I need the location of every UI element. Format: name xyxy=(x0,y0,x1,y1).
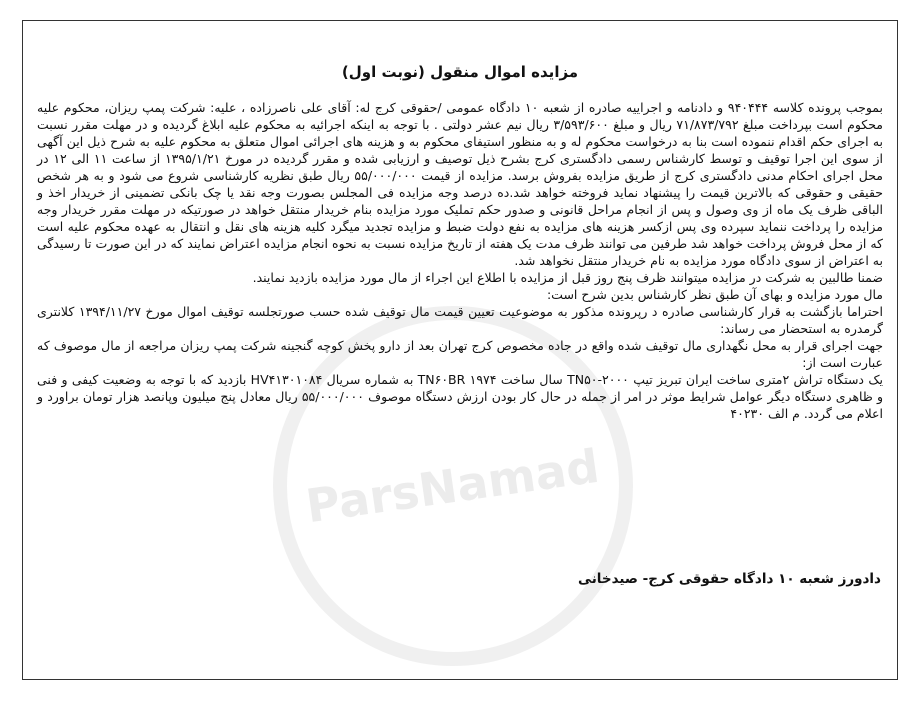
notice-title: مزایده اموال منقول (نوبت اول) xyxy=(341,63,579,81)
paragraph-location: جهت اجرای قرار به محل نگهداری مال توقیف شده واقع در جاده مخصوص کرج تهران بعد از دارو پخش کوچه گنجینه شرکت پمپ ریزان مراجعه از مال موصوف که عبارت است از: xyxy=(37,338,883,370)
paragraph-description: یک دستگاه تراش ۲متری ساخت ایران تبریز تیپ TN۵۰-۲۰۰۰ سال ساخت TN۶۰BR ۱۹۷۴ به شماره سریال HV۴۱۳۰۱۰۸۴ بازدید که با توجه به وضعیت کیفی و فنی و ظاهری دستگاه دیگر عوامل شرایط موثر در امر از جمله در حال کار بودن ارزش دستگاه موصوف ۵۵/۰۰۰/۰۰۰ ریال معادل پنج میلیون وپانصد هزار تومان براورد و اعلام می گردد. م الف ۴۰۲۳۰ xyxy=(37,372,883,421)
paragraph-main: بموجب پرونده کلاسه ۹۴۰۴۴۴ و دادنامه و اجراییه صادره از شعبه ۱۰ دادگاه عمومی /حقوقی کرج له: آقای علی ناصرزاده ، علیه: شرکت پمپ ریزان، محکوم علیه محکوم است بپرداخت مبلغ ۷۱/۸۷۳/۷۹۲ ریال و مبلغ ۳/۵۹۳/۶۰۰ ریال نیم عشر دولتی . با توجه به اینکه اجرائیه به محکوم علیه ابلاغ گردیده و در مهلت مقرر نسبت به اجرای حکم اقدام ننموده است بنا به درخواست محکوم له و به منظور استیفای محکوم به و هزینه های اجرائی اموال متعلق به محکوم علیه به شرح ذیل این آگهی از سوی این اجرا توقیف و توسط کارشناس رسمی دادگستری کرج بشرح ذیل توصیف و ارزیابی شده و مقرر گردیده در مورخ ۱۳۹۵/۱/۲۱ از ساعت ۱۱ الی ۱۲ در محل اجرای احکام مدنی دادگستری کرج از طریق مزایده بفروش برسد. مزایده از قیمت ۵۵/۰۰۰/۰۰۰ ریال طبق نظریه کارشناسی شروع می شود و به هر شخص حقیقی و حقوقی که بالاترین قیمت را پیشنهاد نماید فروخته خواهد شد.ده درصد وجه مزایده فی المجلس بصورت وجه نقد یا چک بانکی تضمینی از خریدار اخذ و الباقی ظرف یک ماه از وی وصول و پس از انجام مراحل قانونی و صدور حکم تملیک مورد مزایده بنام خریدار منتقل خواهد در صورتیکه در مهلت مقرر خریدار وجه مزایده را پرداخت ننماید سپرده وی پس ازکسر هزینه های مزایده به نفع دولت ضبط و مزایده تجدید میگرد کلیه هزینه های نقل و انتقال به عهده محکوم علیه است که از محل فروش پرداخت خواهد شد طرفین می توانند ظرف مدت یک هفته از تاریخ مزایده نسبت به نحوه انجام مزایده اعتراض نمایند که در این صورت تا رسیدگی به اعتراض از سوی دادگاه مورد مزایده به نام خریدار منتقل نخواهد شد. xyxy=(37,100,884,268)
paragraph-expert-ref: احتراما بازگشت به قرار کارشناسی صادره د رپرونده مذکور به موضوعیت تعیین قیمت مال توقیف شده حسب صورتجلسه توقیف اموال مورخ ۱۳۹۴/۱۱/۲۷ کلانتری گرمدره به استحضار می رساند: xyxy=(37,304,883,336)
paragraph-item-heading: مال مورد مزایده و بهای آن طبق نظر کارشناس بدین شرح است: xyxy=(546,287,883,302)
watermark-logo: ParsNamad xyxy=(303,438,603,534)
notice-body xyxy=(37,99,883,422)
notice-frame xyxy=(22,20,898,680)
paragraph-visit: ضمنا طالبین به شرکت در مزایده میتوانند ظرف پنج روز قبل از مزایده با اطلاع این اجراء از مال مورد مزایده بازدید نمایند. xyxy=(252,270,883,285)
signature: دادورز شعبه ۱۰ دادگاه حقوقی کرج- صیدخانی xyxy=(578,571,881,587)
